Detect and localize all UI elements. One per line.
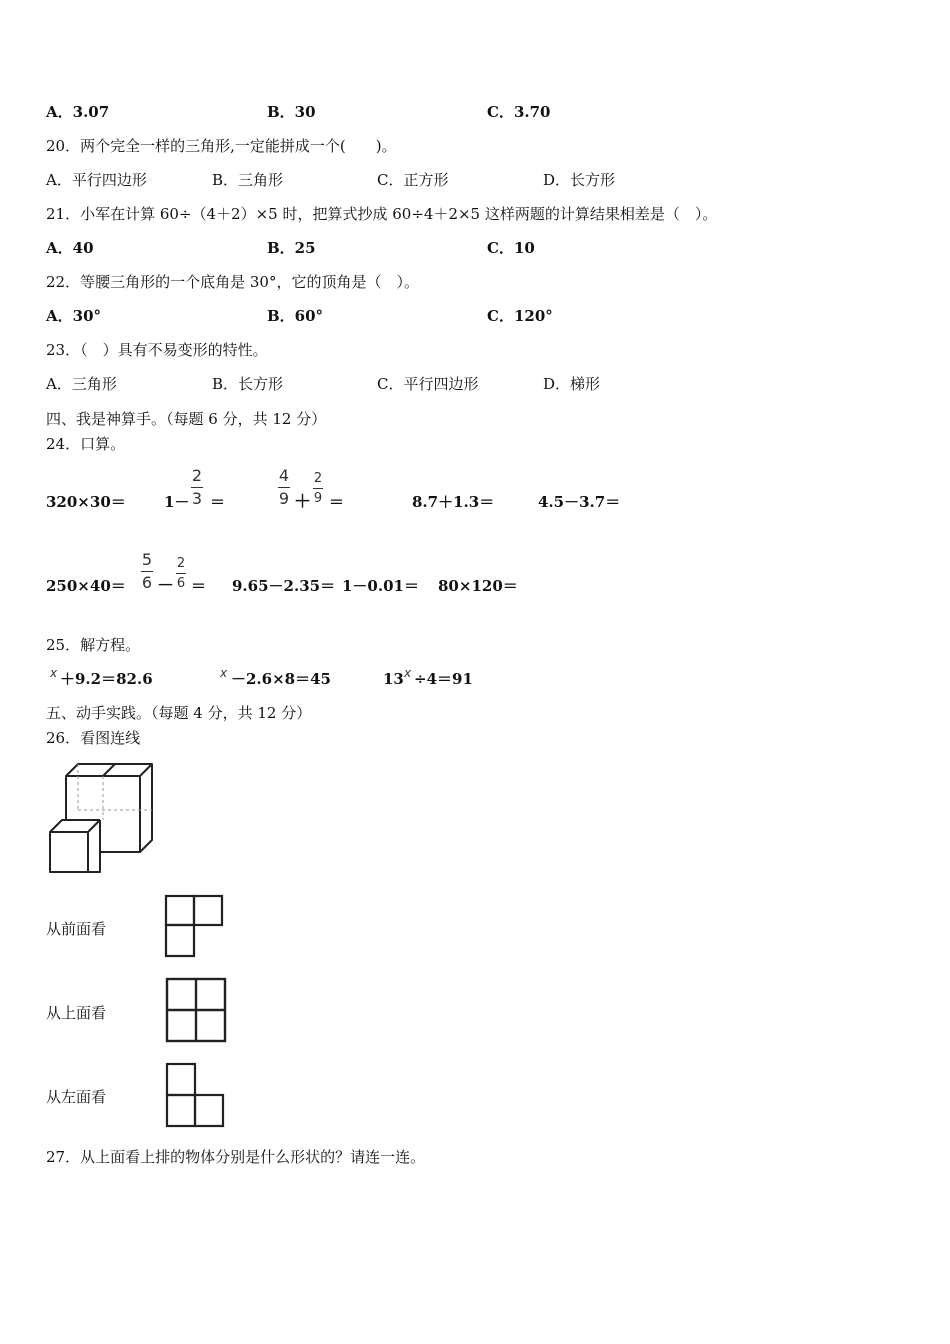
q24-r2-c2-op: － xyxy=(157,576,174,596)
numerator: 5 xyxy=(141,550,153,569)
q25-eq1-var: x xyxy=(50,666,58,680)
q24-r1-c3-fraction-a xyxy=(278,466,290,509)
numerator: 2 xyxy=(176,556,186,571)
q21-option-c: C．10 xyxy=(487,239,535,257)
q24-r2-c3: 9.65－2.35＝ xyxy=(232,577,336,595)
view-front-label: 从前面看 xyxy=(46,920,107,938)
q24-r1-c3-op: ＋ xyxy=(294,492,311,512)
q23-option-c: C．平行四边形 xyxy=(377,375,479,393)
q25-eq3-var: x xyxy=(404,666,412,680)
view-left-label: 从左面看 xyxy=(46,1088,107,1106)
denominator: 9 xyxy=(313,491,323,506)
q24-text: 24．口算。 xyxy=(46,435,126,453)
top-view-shape xyxy=(164,976,228,1044)
q23-option-d: D．梯形 xyxy=(543,375,601,393)
numerator: 4 xyxy=(278,466,290,485)
q24-r2-c2-fraction-b xyxy=(176,555,186,592)
section4-heading: 四、我是神算手。（每题 6 分，共 12 分） xyxy=(46,410,327,428)
q24-r2-c2-suffix: ＝ xyxy=(191,577,207,595)
q21-option-b: B．25 xyxy=(267,239,316,257)
q19-option-b: B．30 xyxy=(267,103,316,121)
numerator: 2 xyxy=(313,471,323,486)
front-view-shape xyxy=(163,893,225,959)
q20-option-a: A．平行四边形 xyxy=(46,171,147,189)
q24-r2-c1: 250×40＝ xyxy=(46,577,126,595)
q24-r2-c2-fraction-a xyxy=(141,550,153,593)
q21-option-a: A．40 xyxy=(46,239,94,257)
q24-r1-c2-suffix: ＝ xyxy=(210,493,226,511)
denominator: 3 xyxy=(191,489,203,508)
q24-r1-c5: 4.5－3.7＝ xyxy=(538,493,621,511)
q20-option-c: C．正方形 xyxy=(377,171,449,189)
q22-option-b: B．60° xyxy=(267,307,324,325)
q25-eq2: －2.6×8＝45 xyxy=(231,670,331,688)
q24-r1-c4: 8.7＋1.3＝ xyxy=(412,493,495,511)
q19-option-a: A．3.07 xyxy=(46,103,110,121)
cube-stack-figure xyxy=(44,760,158,878)
q24-r1-c2-fraction xyxy=(191,466,203,509)
q24-r2-c5: 80×120＝ xyxy=(438,577,518,595)
section5-heading: 五、动手实践。（每题 4 分，共 12 分） xyxy=(46,704,312,722)
q19-option-c: C．3.70 xyxy=(487,103,551,121)
q20-option-b: B．三角形 xyxy=(212,171,284,189)
q23-text: 23．（ ）具有不易变形的特性。 xyxy=(46,341,268,359)
q24-r1-c2-prefix: 1－ xyxy=(164,493,190,511)
q22-option-a: A．30° xyxy=(46,307,102,325)
q22-option-c: C．120° xyxy=(487,307,553,325)
q24-r1-c3-suffix: ＝ xyxy=(329,493,345,511)
q22-text: 22．等腰三角形的一个底角是 30°，它的顶角是（ ）。 xyxy=(46,273,419,291)
q25-text: 25．解方程。 xyxy=(46,636,141,654)
denominator: 9 xyxy=(278,489,290,508)
q23-option-a: A．三角形 xyxy=(46,375,117,393)
q27-text: 27．从上面看上排的物体分别是什么形状的？请连一连。 xyxy=(46,1148,426,1166)
q25-eq3-prefix: 13 xyxy=(383,670,404,688)
q24-r1-c3-fraction-b xyxy=(313,470,323,507)
denominator: 6 xyxy=(176,576,186,591)
left-view-shape xyxy=(164,1061,226,1129)
q25-eq2-var: x xyxy=(220,666,228,680)
q26-text: 26．看图连线 xyxy=(46,729,141,747)
q24-r2-c4: 1－0.01＝ xyxy=(342,577,419,595)
denominator: 6 xyxy=(141,573,153,592)
q25-eq3: ÷4＝91 xyxy=(414,670,473,688)
q20-text: 20．两个完全一样的三角形,一定能拼成一个( )。 xyxy=(46,137,397,155)
q24-r1-c1: 320×30＝ xyxy=(46,493,126,511)
q25-eq1: ＋9.2＝82.6 xyxy=(60,670,153,688)
q23-option-b: B．长方形 xyxy=(212,375,284,393)
numerator: 2 xyxy=(191,466,203,485)
view-top-label: 从上面看 xyxy=(46,1004,107,1022)
q20-option-d: D．长方形 xyxy=(543,171,616,189)
q21-text: 21．小军在计算 60÷（4＋2）×5 时，把算式抄成 60÷4＋2×5 这样两题的计算结果相差是（ ）。 xyxy=(46,205,718,223)
